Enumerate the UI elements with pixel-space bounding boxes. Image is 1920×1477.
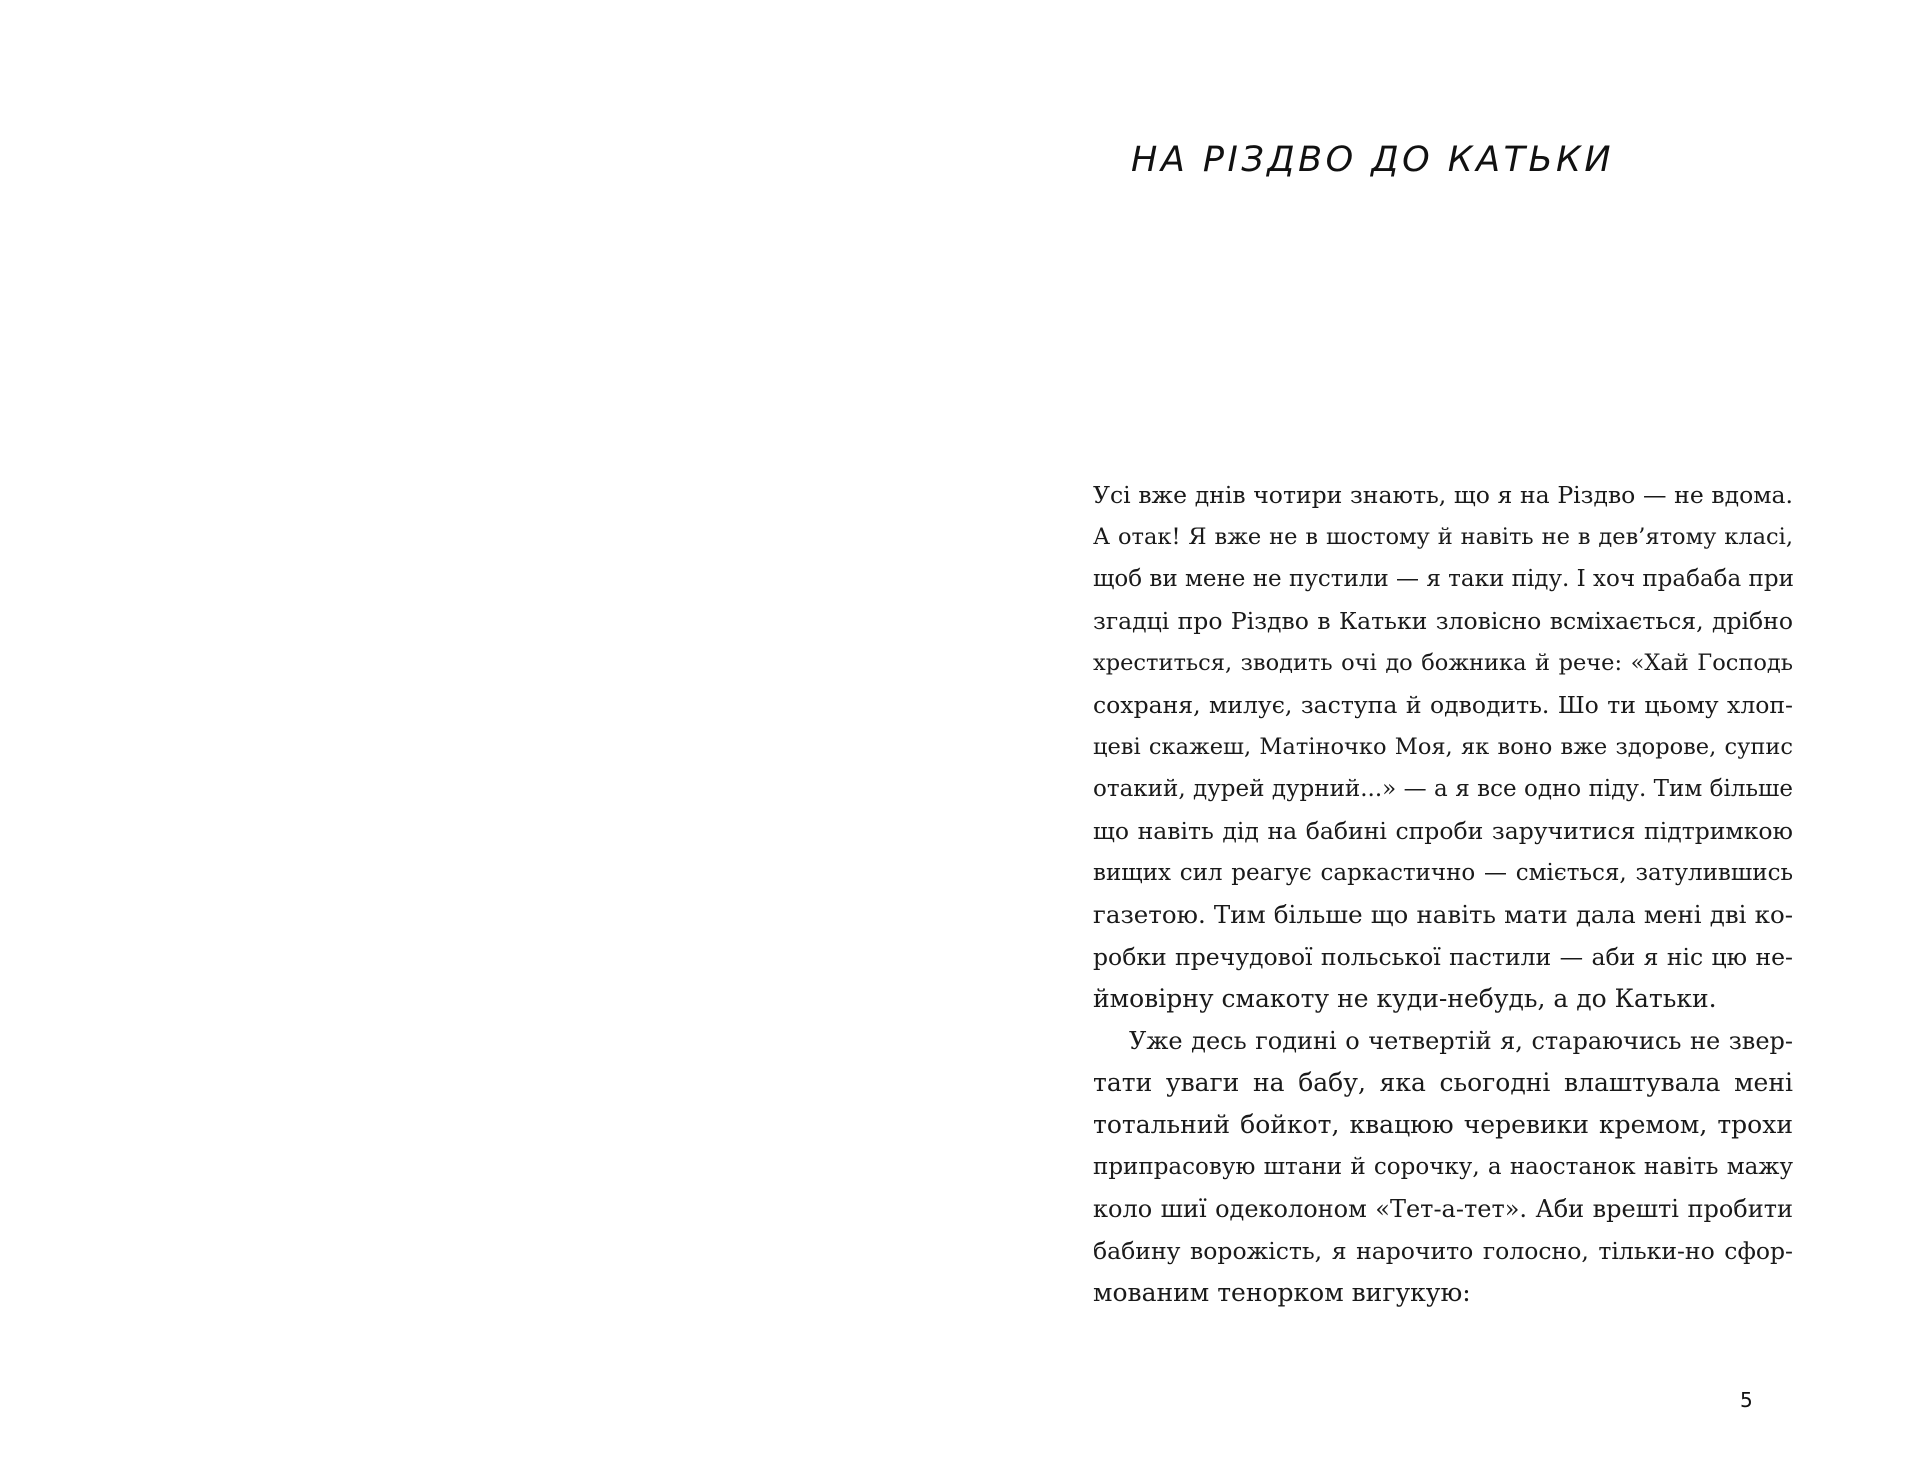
text-line: припрасовую штани й сорочку, а наостанок навіть мажу [1093, 1154, 1793, 1180]
text-line: вищих сил реагує саркастично — сміється, затулившись [1093, 860, 1793, 886]
text-line: що навіть дід на бабині спроби заручитися підтримкою [1093, 817, 1793, 845]
text-line: отакий, дурей дурний...» — а я все одно піду. Тим більше [1093, 776, 1793, 802]
text-line: цеві скажеш, Матіночко Моя, як воно вже здорове, супис [1093, 734, 1793, 760]
text-line: тати уваги на бабу, яка сьогодні влаштувала мені [1093, 1068, 1793, 1097]
text-line: мованим тенорком вигукую: [1093, 1278, 1471, 1307]
text-line: щоб ви мене не пустили — я таки піду. І хоч прабаба при [1093, 566, 1794, 592]
text-line: бабину ворожість, я нарочито голосно, тільки-но сфор- [1093, 1237, 1793, 1265]
text-line: робки пречудової польської пастили — аби я ніс цю не- [1093, 943, 1793, 971]
text-line: ймовірну смакоту не куди-небудь, а до Катьки. [1093, 984, 1717, 1013]
text-line: Уже десь годині о четвертій я, стараючись не звер- [1129, 1027, 1793, 1055]
page-number: 5 [1740, 1388, 1753, 1412]
text-line: сохраня, милує, заступа й одводить. Шо ти цьому хлоп- [1093, 691, 1793, 719]
text-line: тотальний бойкот, квацюю черевики кремом, трохи [1093, 1110, 1793, 1139]
body-text [1093, 474, 1793, 1314]
text-line: коло шиї одеколоном «Тет-а-тет». Аби врешті пробити [1093, 1195, 1793, 1223]
text-line: згадці про Різдво в Катьки зловісно всміхається, дрібно [1093, 607, 1793, 635]
chapter-title: НА РІЗДВО ДО КАТЬКИ [1131, 140, 1615, 180]
paragraph-2 [1093, 1020, 1793, 1314]
text-line: газетою. Тим більше що навіть мати дала мені дві ко- [1093, 900, 1793, 929]
text-line: Усі вже днів чотири знають, що я на Різдво — не вдома. [1093, 481, 1793, 509]
paragraph-1 [1093, 474, 1793, 1020]
text-line: А отак! Я вже не в шостому й навіть не в дев’ятому класі, [1093, 524, 1793, 550]
text-line: хреститься, зводить очі до божника й рече: «Хай Господь [1093, 650, 1793, 676]
